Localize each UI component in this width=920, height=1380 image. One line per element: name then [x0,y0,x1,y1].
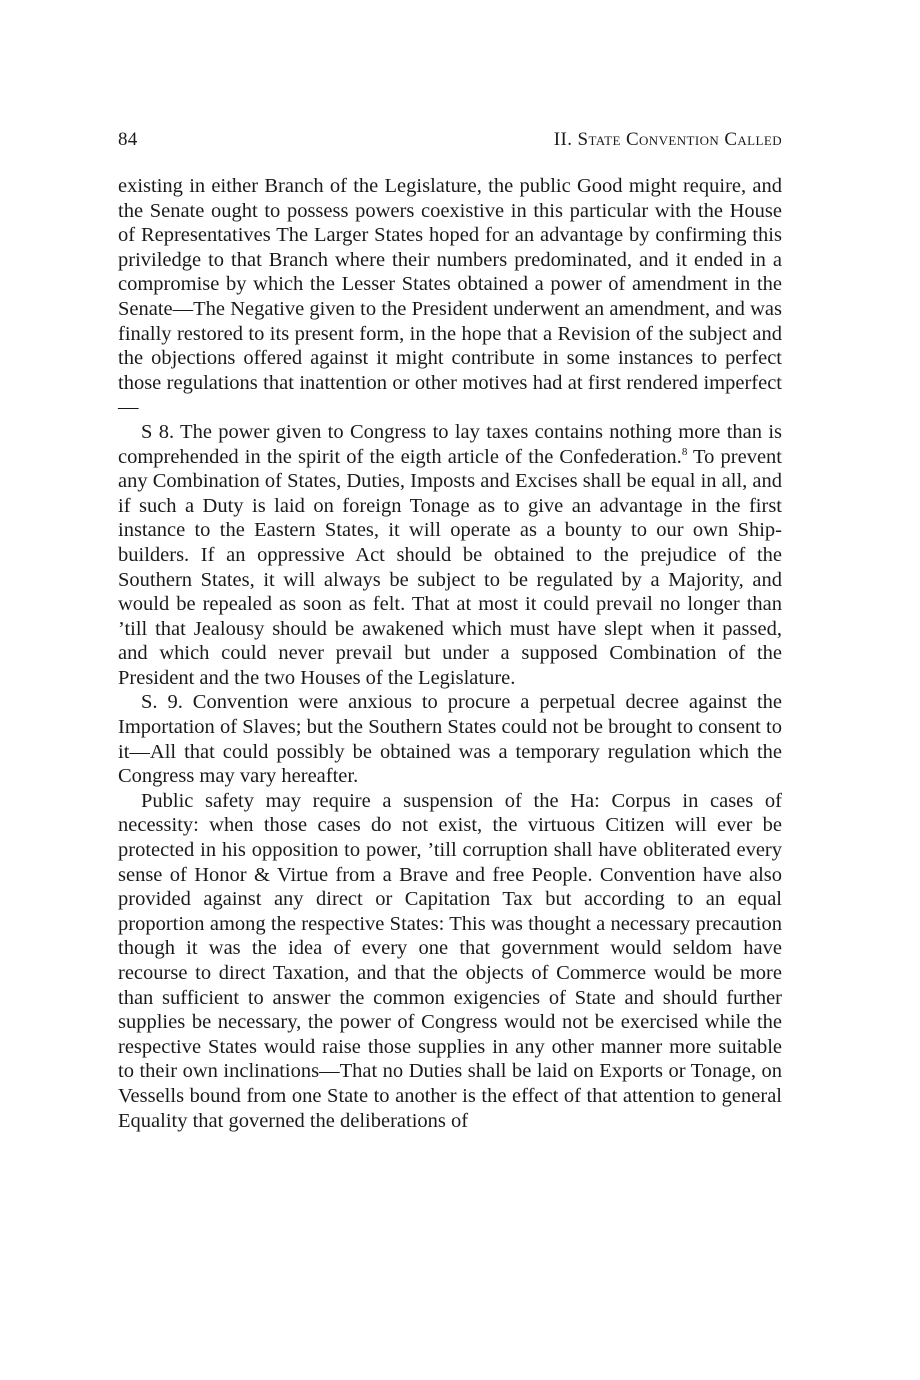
book-page [118,128,782,1133]
paragraph-public-safety: Public safety may require a suspension of the Ha: Corpus in cases of necessity: when those cases do not exist, the virtuous Citizen will ever be protected in his opposition to power, ’till corruption shall have obliterated every sense of Honor & Virtue from a Brave and free People. Convention have also provided against any direct or Capitation Tax but according to an equal proportion among the respective States: This was thought a necessary precaution though it was the idea of every one that government would seldom have recourse to direct Taxation, and that the objects of Commerce would be more than sufficient to answer the common exigencies of State and should further supplies be necessary, the power of Congress would not be exercised while the respective States would raise those supplies in any other manner more suitable to their own inclinations—That no Duties shall be laid on Exports or Tonage, on Vessells bound from one State to another is the effect of that attention to general Equality that governed the deliberations of [118,789,782,1132]
footnote-reference[interactable]: 8 [681,445,688,458]
paragraph-section-8 [118,420,782,691]
page-number: 84 [118,129,138,150]
paragraph-text: S 8. The power given to Congress to lay taxes contains nothing more than is comprehended in the spirit of the eigth article of the Confederation. [118,420,782,468]
running-header [118,128,782,152]
running-title: II. State Convention Called [553,129,782,150]
body-text [118,174,782,1133]
paragraph-section-9: S. 9. Convention were anxious to procure a perpetual decree against the Importation of Slaves; but the Southern States could not be brought to consent to it—All that could possibly be obtained was a temporary regulation which the Congress may vary hereafter. [118,691,782,788]
paragraph-continued: existing in either Branch of the Legislature, the public Good might require, and the Senate ought to possess powers coexistive in this particular with the House of Representatives The Larger States hoped for an advantage by confirming this priviledge to that Branch where their numbers predominated, and it ended in a compromise by which the Lesser States obtained a power of amendment in the Senate—The Negative given to the President underwent an amendment, and was finally restored to its present form, in the hope that a Revision of the subject and the objections offered against it might contribute in some instances to perfect those regulations that inattention or other motives had at first rendered imperfect— [118,175,782,419]
paragraph-text: To prevent any Combination of States, Duties, Imposts and Excises shall be equal in all, and if such a Duty is laid on foreign Tonage as to give an advantage in the first instance to the Eastern States, it will operate as a bounty to our own Ship-builders. If an oppressive Act should be obtained to the prejudice of the Southern States, it will always be subject to be regulated by a Majority, and would be repealed as soon as felt. That at most it could prevail no longer than ’till that Jealousy should be awakened which must have slept when it passed, and which could never prevail but under a supposed Combination of the President and the two Houses of the Legislature. [118,445,782,689]
